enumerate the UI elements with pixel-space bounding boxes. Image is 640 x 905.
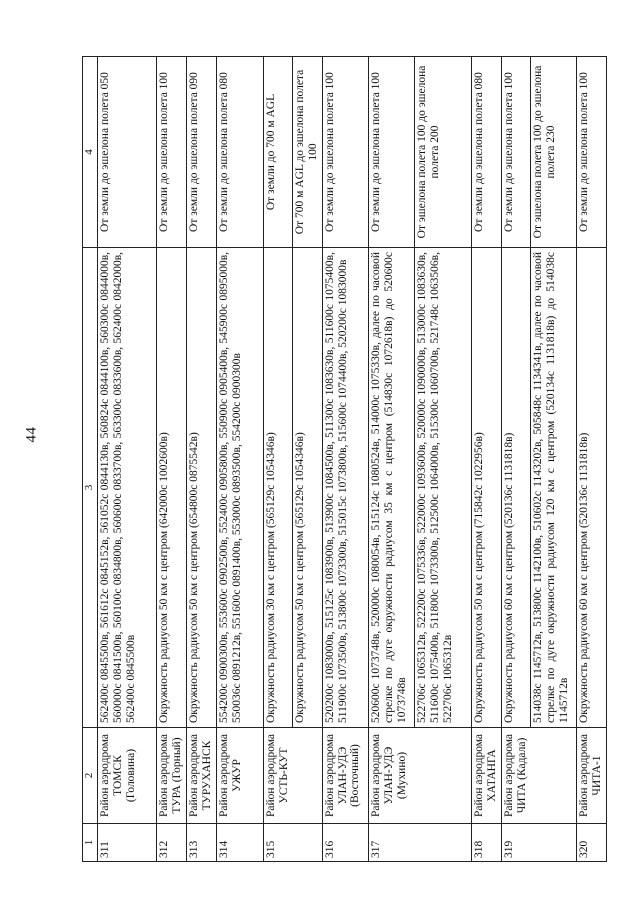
header-col-4: 4: [83, 57, 98, 248]
table-row: [472, 57, 502, 862]
table-row: [502, 57, 531, 862]
row-number: 318: [472, 824, 502, 862]
vertical-limits: От земли до эшелона полета 100: [369, 57, 415, 248]
airspace-table: [82, 56, 607, 862]
header-col-2: 2: [83, 728, 98, 824]
row-number: 311: [98, 824, 157, 862]
row-number: 315: [263, 824, 322, 862]
row-number: 313: [187, 824, 217, 862]
vertical-limits: От земли до эшелона полета 100: [322, 57, 369, 248]
table-row: [98, 57, 157, 862]
table-row: [157, 57, 187, 862]
area-coordinates: Окружность радиусом 50 км с центром (654800с 0875542в): [187, 248, 217, 728]
vertical-limits: От земли до 700 м AGL: [263, 57, 292, 248]
area-name: Район аэродрома УЖУР: [216, 728, 263, 824]
header-col-1: 1: [83, 824, 98, 862]
header-col-3: 3: [83, 248, 98, 728]
area-name: Район аэродрома УЛАН-УДЭ (Мухино): [369, 728, 472, 824]
area-name: Район аэродрома ТУРА (Горный): [157, 728, 187, 824]
vertical-limits: От земли до эшелона полета 100: [157, 57, 187, 248]
vertical-limits: От земли до эшелона полета 080: [216, 57, 263, 248]
table-row: [322, 57, 369, 862]
table-row: [216, 57, 263, 862]
vertical-limits: От земли до эшелона полета 090: [187, 57, 217, 248]
area-coordinates: Окружность радиусом 30 км с центром (565129с 1054346в): [263, 248, 292, 728]
row-number: 314: [216, 824, 263, 862]
area-coordinates: 520600с 1073748в, 520000с 1080054в, 515124с 1080524в, 514000с 1075330в, далее по часовой стрелке по дуге окружности радиусом 35 км с центром (514830с 1072618в) до 520600с 1073748в: [369, 248, 415, 728]
vertical-limits-upper: От 700 м AGL до эшелона полета 100: [292, 57, 322, 248]
row-number: 317: [369, 824, 472, 862]
row-number: 319: [502, 824, 577, 862]
table-row: [369, 57, 415, 862]
vertical-limits: От земли до эшелона полета 100: [577, 57, 607, 248]
vertical-limits: От земли до эшелона полета 050: [98, 57, 157, 248]
row-number: 312: [157, 824, 187, 862]
rotated-table-wrapper: [82, 57, 607, 862]
vertical-limits-upper: От эшелона полета 100 до эшелона полета 200: [415, 57, 472, 248]
area-name: Район аэродрома ТУРУХАНСК: [187, 728, 217, 824]
area-coordinates: Окружность радиусом 60 км с центром (520136с 1131818в): [502, 248, 531, 728]
row-number: 316: [322, 824, 369, 862]
area-coordinates: Окружность радиусом 50 км с центром (642000с 1002600в): [157, 248, 187, 728]
area-coordinates: 554200с 0900300в, 553600с 0902500в, 552400с 0905800в, 550900с 0905400в, 545900с 0895000в, 550036с 0891212в, 551600с 0891400в, 553000с 0893500в, 554200с 0900300в: [216, 248, 263, 728]
vertical-limits: От земли до эшелона полета 080: [472, 57, 502, 248]
vertical-limits: От земли до эшелона полета 100: [502, 57, 531, 248]
area-name: Район аэродрома ЧИТА (Кадала): [502, 728, 577, 824]
table-row: [263, 57, 292, 862]
row-number: 320: [577, 824, 607, 862]
area-coordinates-upper: 514038с 1145712в, 513800с 1142100в, 510602с 1143202в, 505848с 1134341в, далее по часовой стрелке по дуге окружности радиусом 120 км с центром (520134с 1131818в) до 514038с 1145712в: [531, 248, 577, 728]
area-name: Район аэродрома ЧИТА-1: [577, 728, 607, 824]
table-row: [187, 57, 217, 862]
area-coordinates: Окружность радиусом 60 км с центром (520136с 1131818в): [577, 248, 607, 728]
area-name: Район аэродрома УСТЬ-КУТ: [263, 728, 322, 824]
area-coordinates: 562400с 0845500в, 561612с 0845152в, 561052с 0844130в, 560824с 0844100в, 560300с 0844000в, 560000с 0841500в, 560100с 0834800в, 560600с 0833700в, 563300с 0833600в, 562400с 0842000в, 562400с 0845500в: [98, 248, 157, 728]
table-row: [577, 57, 607, 862]
area-name: Район аэродрома УЛАН-УДЭ (Восточный): [322, 728, 369, 824]
area-name: Район аэродрома ХАТАНГА: [472, 728, 502, 824]
header-row: [83, 57, 98, 862]
area-coordinates: Окружность радиусом 50 км с центром (715842с 1022956в): [472, 248, 502, 728]
vertical-limits-upper: От эшелона полета 100 до эшелона полета 230: [531, 57, 577, 248]
area-coordinates-upper: 522706с 1065312в, 522200с 1075336в, 522000с 1093600в, 520000с 1090000в, 513000с 1083630в, 511600с 1075400в, 511800с 1073300в, 512500с 1064000в, 515300с 1060700в, 521748с 1063506в, 522706с 1065312в: [415, 248, 472, 728]
area-coordinates: 520200с 1083000в, 515125с 1083900в, 513900с 1084500в, 511300с 1083630в, 511600с 1075400в, 511900с 1073500в, 513800с 1073300в, 515015с 1073800в, 515600с 1074400в, 520200с 1083000в: [322, 248, 369, 728]
area-name: Район аэродрома ТОМСК (Головина): [98, 728, 157, 824]
area-coordinates-upper: Окружность радиусом 50 км с центром (565129с 1054346в): [292, 248, 322, 728]
page-number: 44: [23, 426, 40, 443]
